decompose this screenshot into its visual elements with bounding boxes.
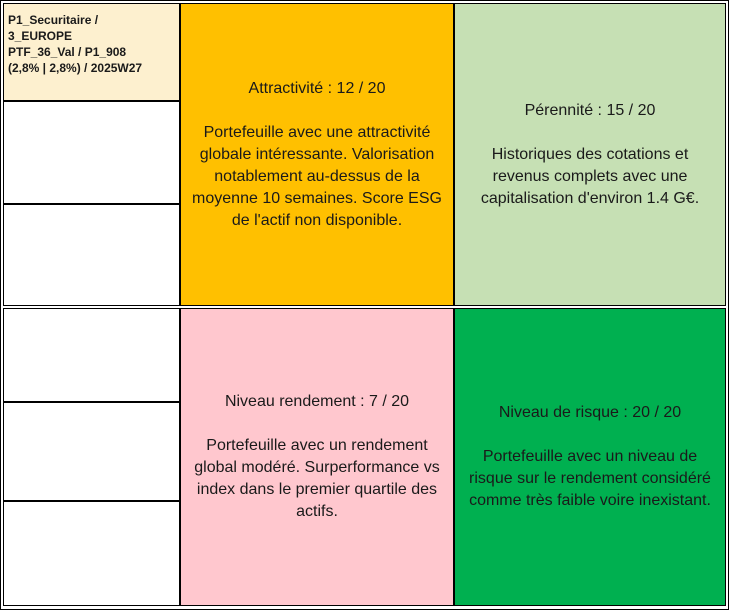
blank-cell bbox=[3, 402, 180, 501]
portfolio-info-box bbox=[3, 3, 180, 101]
risque-description: Portefeuille avec un niveau de risque sur le rendement considéré comme très faible voire inexistant. bbox=[469, 448, 711, 509]
portfolio-info-line: 3_EUROPE bbox=[8, 29, 73, 43]
attractivite-cell bbox=[180, 3, 454, 306]
rendement-title: Niveau rendement : 7 / 20 bbox=[224, 393, 410, 410]
portfolio-info-line: (2,8% | 2,8%) / 2025W27 bbox=[8, 61, 143, 75]
rendement-description: Portefeuille avec un rendement global modéré. Surperformance vs index dans le premier quartile des actifs. bbox=[194, 437, 440, 520]
portfolio-info-line: PTF_36_Val / P1_908 bbox=[8, 45, 127, 59]
perennite-description: Historiques des cotations et revenus complets avec une capitalisation d'environ 1.4 G€. bbox=[480, 145, 700, 207]
rendement-cell bbox=[180, 308, 454, 606]
attractivite-title: Attractivité : 12 / 20 bbox=[248, 79, 386, 97]
risque-title: Niveau de risque : 20 / 20 bbox=[498, 404, 682, 421]
blank-cell bbox=[3, 101, 180, 204]
risque-cell bbox=[454, 308, 726, 606]
blank-cell bbox=[3, 204, 180, 306]
perennite-title: Pérennité : 15 / 20 bbox=[524, 101, 656, 119]
blank-cell bbox=[3, 308, 180, 402]
portfolio-info-line: P1_Securitaire / bbox=[8, 13, 99, 27]
blank-cell bbox=[3, 501, 180, 606]
perennite-cell bbox=[454, 3, 726, 306]
attractivite-description: Portefeuille avec une attractivité globale intéressante. Valorisation notablement au-dessus de la moyenne 10 semaines. Score ESG de l'actif non disponible. bbox=[192, 123, 442, 229]
